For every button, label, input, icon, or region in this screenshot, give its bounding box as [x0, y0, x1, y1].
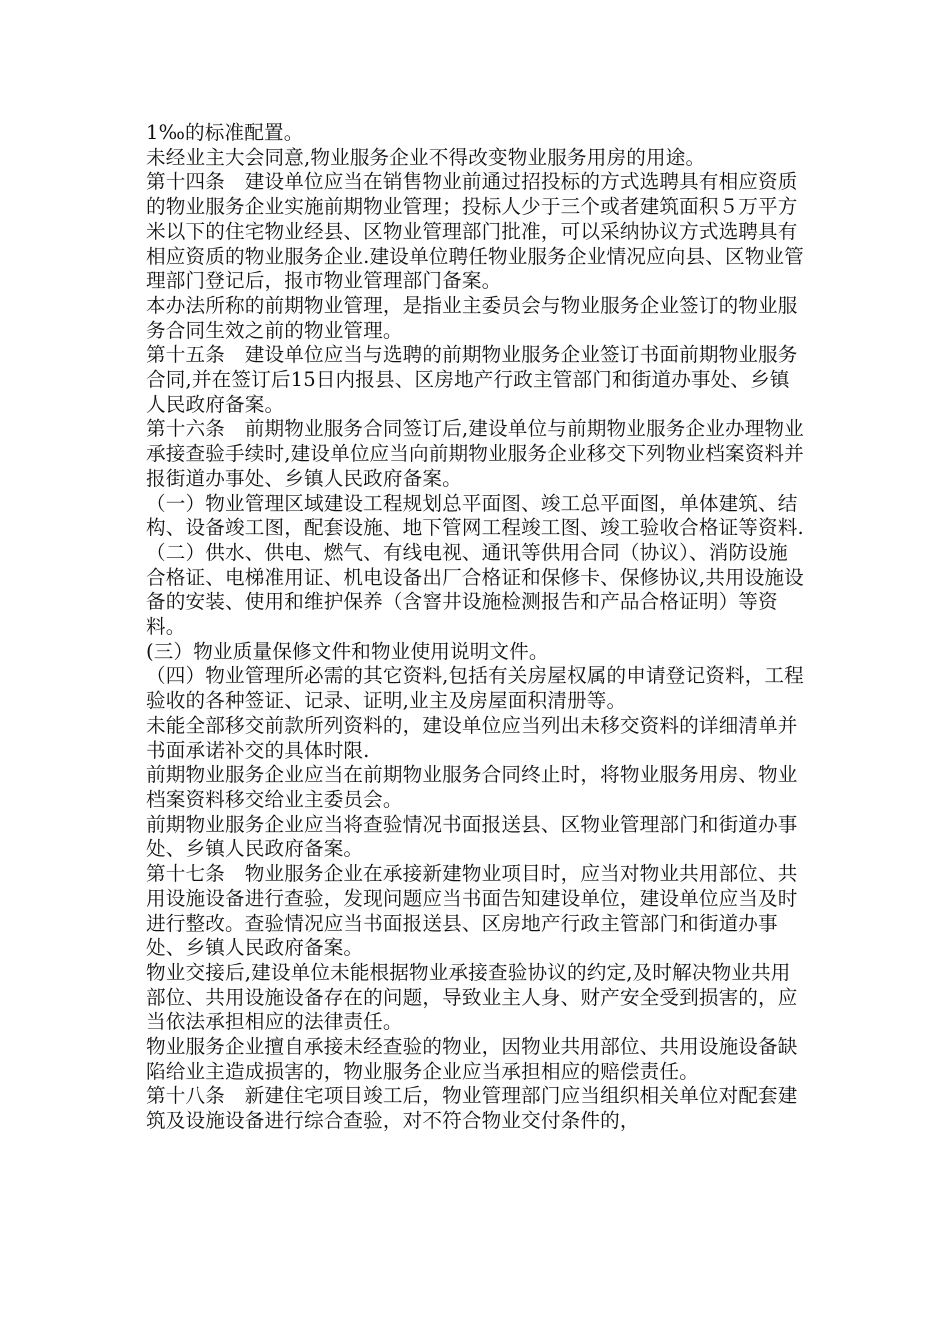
paragraph-1: 1‰的标准配置。: [146, 121, 304, 144]
paragraph-16: 物业服务企业擅自承接未经查验的物业，因物业共用部位、共用设施设备缺陷给业主造成损害的，物业服务企业应当承担相应的赔偿责任。: [146, 1035, 798, 1083]
article-14: 第十四条 建设单位应当在销售物业前通过招投标的方式选聘具有相应资质的物业服务企业实施前期物业管理；投标人少于三个或者建筑面积５万平方米以下的住宅物业经县、区物业管理部门批准，可以采纳协议方式选聘具有相应资质的物业服务企业.建设单位聘任物业服务企业情况应向县、区物业管理部门登记后，报市物业管理部门备案。: [146, 170, 804, 293]
paragraph-11: 未能全部移交前款所列资料的，建设单位应当列出未移交资料的详细清单并书面承诺补交的具体时限.: [146, 713, 798, 762]
article-18: 第十八条 新建住宅项目竣工后，物业管理部门应当组织相关单位对配套建筑及设施设备进行综合查验，对不符合物业交付条件的，: [146, 1084, 798, 1133]
paragraph-13: 前期物业服务企业应当将查验情况书面报送县、区物业管理部门和街道办事处、乡镇人民政府备案。: [146, 812, 798, 861]
list-item-2: （二）供水、供电、燃气、有线电视、通讯等供用合同（协议）、消防设施合格证、电梯准用证、机电设备出厂合格证和保修卡、保修协议,共用设施设备的安装、使用和维护保养（含窨井设施检测报告和产品合格证明）等资料。: [146, 540, 804, 639]
list-item-3: (三）物业质量保修文件和物业使用说明文件。: [146, 639, 549, 663]
paragraph-4: 本办法所称的前期物业管理，是指业主委员会与物业服务企业签订的物业服务合同生效之前的物业管理。: [146, 293, 798, 342]
document-body: [146, 121, 806, 1134]
list-item-4: （四）物业管理所必需的其它资料,包括有关房屋权属的申请登记资料，工程验收的各种签证、记录、证明,业主及房屋面积清册等。: [146, 664, 804, 713]
article-16: 第十六条 前期物业服务合同签订后,建设单位与前期物业服务企业办理物业承接查验手续时,建设单位应当向前期物业服务企业移交下列物业档案资料并报街道办事处、乡镇人民政府备案。: [146, 417, 804, 490]
list-item-1: （一）物业管理区域建设工程规划总平面图、竣工总平面图，单体建筑、结构、设备竣工图，配套设施、地下管网工程竣工图、竣工验收合格证等资料.: [146, 491, 804, 540]
article-15: 第十五条 建设单位应当与选聘的前期物业服务企业签订书面前期物业服务合同,并在签订后15日内报县、区房地产行政主管部门和街道办事处、乡镇人民政府备案。: [146, 343, 798, 416]
article-17: 第十七条 物业服务企业在承接新建物业项目时，应当对物业共用部位、共用设施设备进行查验，发现问题应当书面告知建设单位，建设单位应当及时进行整改。查验情况应当书面报送县、区房地产行政主管部门和街道办事处、乡镇人民政府备案。: [146, 862, 798, 960]
paragraph-12: 前期物业服务企业应当在前期物业服务合同终止时，将物业服务用房、物业档案资料移交给业主委员会。: [146, 763, 798, 811]
paragraph-2: 未经业主大会同意,物业服务企业不得改变物业服务用房的用途。: [146, 145, 706, 169]
paragraph-15: 物业交接后,建设单位未能根据物业承接查验协议的约定,及时解决物业共用部位、共用设施设备存在的问题，导致业主人身、财产安全受到损害的，应当依法承担相应的法律责任。: [146, 960, 798, 1034]
